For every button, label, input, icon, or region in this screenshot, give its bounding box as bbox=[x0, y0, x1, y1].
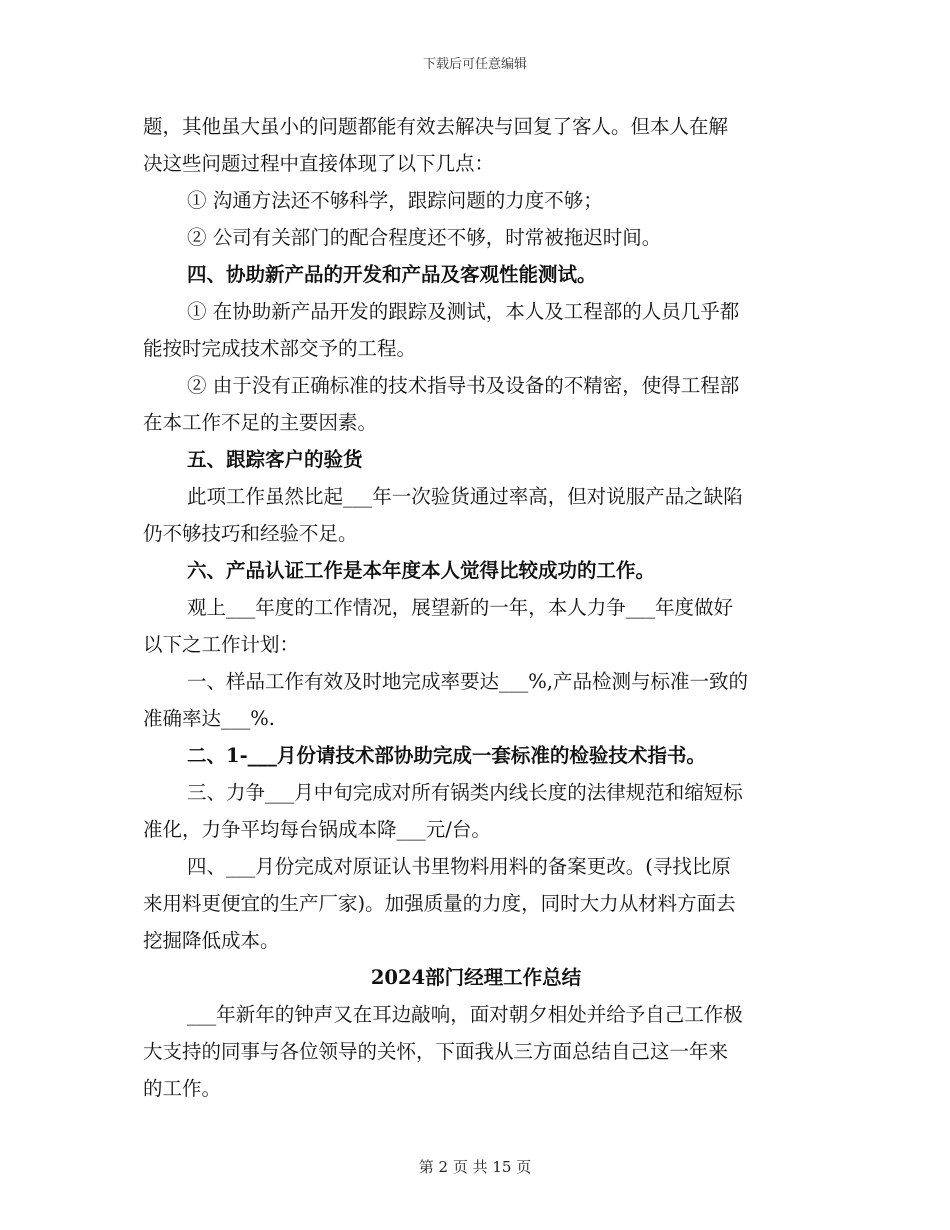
section-title: 2024部门经理工作总结 bbox=[370, 966, 582, 989]
text-line: 仍不够技巧和经验不足。 bbox=[143, 522, 358, 545]
text-line: 决这些问题过程中直接体现了以下几点： bbox=[143, 152, 495, 175]
text-line: 题，其他虽大虽小的问题都能有效去解决与回复了客人。但本人在解 bbox=[143, 115, 729, 138]
text-line: ② 由于没有正确标准的技术指导书及设备的不精密，使得工程部 bbox=[187, 374, 740, 397]
text-line: 在本工作不足的主要因素。 bbox=[143, 411, 378, 434]
heading-line: 二、1-___月份请技术部协助完成一套标准的检验技术指书。 bbox=[187, 744, 706, 767]
document-body bbox=[143, 108, 809, 1107]
text-line: 三、力争___月中旬完成对所有锅类内线长度的法律规范和缩短标 bbox=[187, 781, 743, 804]
text-line: ① 沟通方法还不够科学，跟踪问题的力度不够； bbox=[187, 189, 603, 212]
text-line: ② 公司有关部门的配合程度还不够，时常被拖迟时间。 bbox=[187, 226, 662, 249]
text-line: 来用料更便宜的生产厂家)。加强质量的力度，同时大力从材料方面去 bbox=[143, 892, 736, 915]
text-line: 大支持的同事与各位领导的关怀，下面我从三方面总结自己这一年来 bbox=[143, 1040, 729, 1063]
text-line: 能按时完成技术部交予的工程。 bbox=[143, 337, 417, 360]
text-line: 以下之工作计划： bbox=[143, 633, 300, 656]
text-line: 一、样品工作有效及时地完成率要达___%,产品检测与标准一致的 bbox=[187, 670, 748, 693]
page-footer: 第 2 页 共 15 页 bbox=[418, 1158, 532, 1176]
text-line: ___年新年的钟声又在耳边敲响，面对朝夕相处并给予自己工作极 bbox=[187, 1003, 743, 1026]
text-line: 的工作。 bbox=[143, 1077, 222, 1100]
text-line: 此项工作虽然比起___年一次验货通过率高，但对说服产品之缺陷 bbox=[187, 485, 743, 508]
text-line: 观上___年度的工作情况，展望新的一年，本人力争___年度做好 bbox=[187, 596, 734, 619]
text-line: 准确率达___%. bbox=[143, 707, 275, 730]
text-line: ① 在协助新产品开发的跟踪及测试，本人及工程部的人员几乎都 bbox=[187, 300, 740, 323]
text-line: 准化，力争平均每台锅成本降___元/台。 bbox=[143, 818, 491, 841]
page-header: 下载后可任意编辑 bbox=[422, 57, 527, 72]
heading-line: 四、协助新产品的开发和产品及客观性能测试。 bbox=[187, 263, 597, 286]
heading-line: 六、产品认证工作是本年度本人觉得比较成功的工作。 bbox=[187, 559, 656, 582]
text-line: 挖掘降低成本。 bbox=[143, 929, 280, 952]
text-line: 四、___月份完成对原证认书里物料用料的备案更改。(寻找比原 bbox=[187, 855, 731, 878]
heading-line: 五、跟踪客户的验货 bbox=[187, 448, 363, 471]
